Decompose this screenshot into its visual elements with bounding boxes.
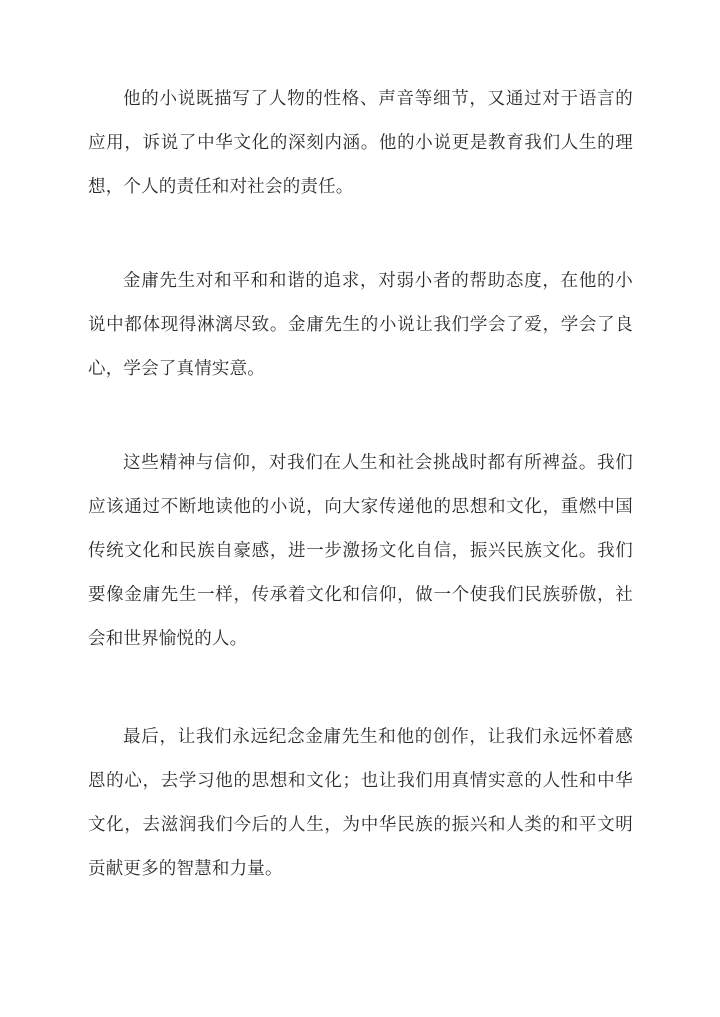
paragraph-2: 金庸先生对和平和和谐的追求，对弱小者的帮助态度，在他的小说中都体现得淋漓尽致。金庸先生的小说让我们学会了爱，学会了良心，学会了真情实意。 [88, 271, 633, 379]
paragraph-1: 他的小说既描写了人物的性格、声音等细节，又通过对于语言的应用，诉说了中华文化的深刻内涵。他的小说更是教育我们人生的理想，个人的责任和对社会的责任。 [88, 89, 633, 197]
paragraph-3: 这些精神与信仰，对我们在人生和社会挑战时都有所裨益。我们应该通过不断地读他的小说，向大家传递他的思想和文化，重燃中国传统文化和民族自豪感，进一步激扬文化自信，振兴民族文化。我们要像金庸先生一样，传承着文化和信仰，做一个使我们民族骄傲，社会和世界愉悦的人。 [88, 453, 633, 649]
paragraph-4: 最后，让我们永远纪念金庸先生和他的创作，让我们永远怀着感恩的心，去学习他的思想和文化；也让我们用真情实意的人性和中华文化，去滋润我们今后的人生，为中华民族的振兴和人类的和平文明贡献更多的智慧和力量。 [88, 727, 633, 879]
